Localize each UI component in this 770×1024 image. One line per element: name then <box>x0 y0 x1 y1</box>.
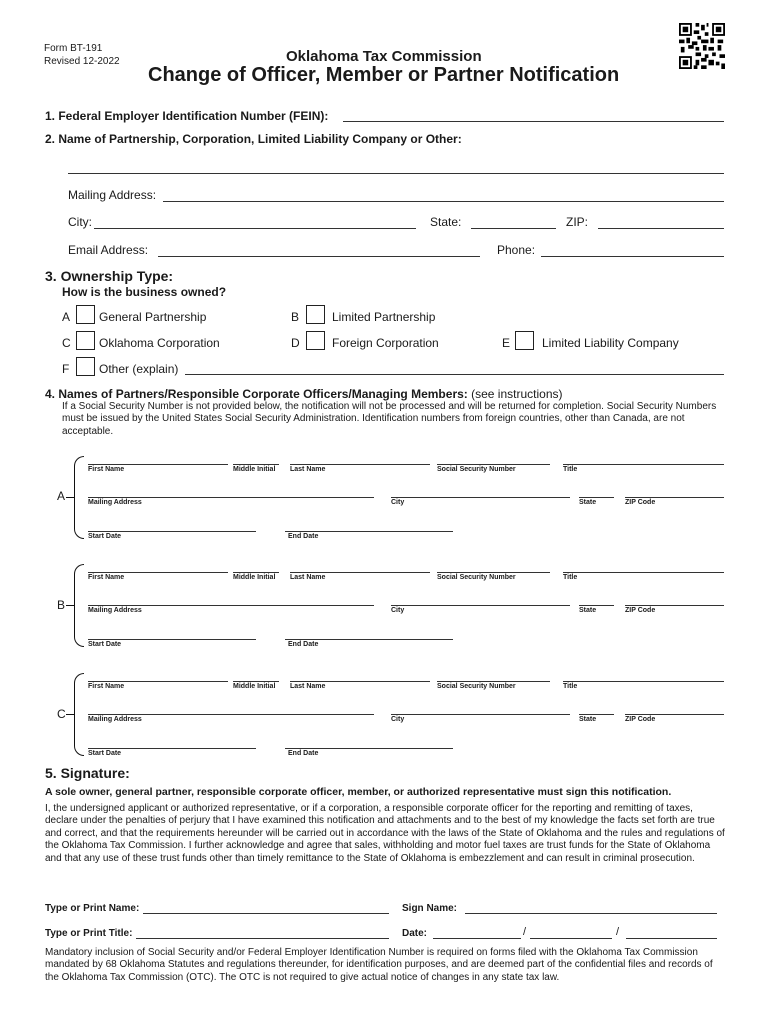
city-label: City: <box>68 215 92 229</box>
block-letter-c: C <box>57 707 66 721</box>
c-city-field[interactable] <box>391 714 570 715</box>
a-ssn-field[interactable] <box>437 464 550 465</box>
b-first-name-caption: First Name <box>88 574 125 581</box>
fein-label: 1. Federal Employer Identification Number (FEIN): <box>45 109 329 123</box>
a-ssn-caption: Social Security Number <box>437 466 516 473</box>
signature-requirement: A sole owner, general partner, responsible corporate officer, member, or authorized representative must sign this notification. <box>45 786 672 798</box>
option-letter-a: A <box>62 310 71 324</box>
phone-label: Phone: <box>497 243 536 257</box>
option-label-foreign-corporation: Foreign Corporation <box>332 336 439 350</box>
partners-title-text: 4. Names of Partners/Responsible Corporate Officers/Managing Members: <box>45 387 468 401</box>
other-explain-field[interactable] <box>185 374 724 375</box>
block-letter-a: A <box>57 489 66 503</box>
c-city-caption: City <box>391 716 405 723</box>
print-title-label: Type or Print Title: <box>45 928 133 939</box>
b-middle-initial-field[interactable] <box>233 572 279 573</box>
qr-code-icon <box>679 23 725 69</box>
option-letter-b: B <box>291 310 300 324</box>
a-city-field[interactable] <box>391 497 570 498</box>
brace-a-nub <box>66 497 75 498</box>
b-zip-caption: ZIP Code <box>625 607 656 614</box>
c-title-field[interactable] <box>563 681 724 682</box>
ownership-type-title: 3. Ownership Type: <box>45 268 174 284</box>
c-zip-caption: ZIP Code <box>625 716 656 723</box>
state-label: State: <box>430 215 462 229</box>
b-end-date-caption: End Date <box>288 641 319 648</box>
c-end-date-caption: End Date <box>288 750 319 757</box>
c-middle-initial-field[interactable] <box>233 681 279 682</box>
form-number: Form BT-191 <box>44 43 103 54</box>
partners-title-note: (see instructions) <box>471 387 563 401</box>
city-field[interactable] <box>94 228 416 229</box>
date-separator-1: / <box>523 926 527 938</box>
email-field[interactable] <box>158 256 480 257</box>
brace-c-top <box>74 673 84 715</box>
phone-field[interactable] <box>541 256 724 257</box>
c-ssn-field[interactable] <box>437 681 550 682</box>
email-label: Email Address: <box>68 243 149 257</box>
c-last-name-caption: Last Name <box>290 683 326 690</box>
c-zip-field[interactable] <box>625 714 724 715</box>
a-mailing-caption: Mailing Address <box>88 499 142 506</box>
checkbox-limited-partnership[interactable] <box>306 305 325 324</box>
b-last-name-caption: Last Name <box>290 574 326 581</box>
c-first-name-field[interactable] <box>88 681 228 682</box>
checkbox-other[interactable] <box>76 357 95 376</box>
b-mailing-field[interactable] <box>88 605 374 606</box>
a-state-field[interactable] <box>579 497 614 498</box>
agency-name: Oklahoma Tax Commission <box>286 48 482 65</box>
b-city-caption: City <box>391 607 405 614</box>
a-last-name-field[interactable] <box>290 464 430 465</box>
a-first-name-caption: First Name <box>88 466 125 473</box>
checkbox-limited-liability-company[interactable] <box>515 331 534 350</box>
brace-a-bottom <box>74 497 84 539</box>
b-end-date-field[interactable] <box>285 639 453 640</box>
a-zip-field[interactable] <box>625 497 724 498</box>
page-title: Change of Officer, Member or Partner Notification <box>148 64 620 86</box>
perjury-declaration: I, the undersigned applicant or authorized representative, or if a corporation, a responsible corporate officer for the reporting and remitting of taxes, declare under the penalties of perjury that I have examined this notification and attachments and to the best of my knowledge the facts set forth are true and correct, and that the requirements hereunder will be carried out in accordance with the laws of the State of Oklahoma and the rules and regulations of the Oklahoma Tax Commission. I further acknowledge and agree that sales, withholding and motor fuel taxes are trust funds for the State of Oklahoma and that any use of these trust funds other than timely remittance to the State of Oklahoma is embezzlement and can result in criminal prosecution. <box>45 803 725 864</box>
b-title-caption: Title <box>563 574 578 581</box>
sign-name-label: Sign Name: <box>402 903 458 914</box>
print-title-field[interactable] <box>136 938 389 939</box>
partners-instructions: If a Social Security Number is not provided below, the notification will not be processed and will be returned for completion. Social Security Numbers must be issued by the United States Social Security Administration. Identification numbers from foreign countries, other than Canada, are not acceptable. <box>62 401 717 437</box>
a-end-date-caption: End Date <box>288 533 319 540</box>
option-letter-c: C <box>62 336 71 350</box>
option-letter-d: D <box>291 336 300 350</box>
c-end-date-field[interactable] <box>285 748 453 749</box>
partners-title <box>45 387 563 401</box>
mailing-address-field[interactable] <box>163 201 724 202</box>
c-mailing-caption: Mailing Address <box>88 716 142 723</box>
a-state-caption: State <box>579 499 597 506</box>
b-state-caption: State <box>579 607 597 614</box>
option-label-other: Other (explain) <box>99 362 179 376</box>
b-middle-initial-caption: Middle Initial <box>233 574 276 581</box>
a-start-date-field[interactable] <box>88 531 256 532</box>
brace-b-top <box>74 564 84 606</box>
checkbox-foreign-corporation[interactable] <box>306 331 325 350</box>
c-last-name-field[interactable] <box>290 681 430 682</box>
a-title-caption: Title <box>563 466 578 473</box>
option-label-oklahoma-corporation: Oklahoma Corporation <box>99 336 220 350</box>
block-letter-b: B <box>57 598 66 612</box>
brace-b-bottom <box>74 605 84 647</box>
mandatory-ssn-notice: Mandatory inclusion of Social Security and/or Federal Employer Identification Number is required on forms filed with the Oklahoma Tax Commission mandated by 68 Oklahoma Statutes and regulations thereunder, for identification purposes, and are deemed part of the confidential files and records of the Oklahoma Tax Commission (OTC). The OTC is not required to give actual notice of changes in any state tax law. <box>45 947 713 983</box>
option-letter-f: F <box>62 362 70 376</box>
b-zip-field[interactable] <box>625 605 724 606</box>
a-title-field[interactable] <box>563 464 724 465</box>
zip-field[interactable] <box>598 228 724 229</box>
b-title-field[interactable] <box>563 572 724 573</box>
a-start-date-caption: Start Date <box>88 533 122 540</box>
option-label-general-partnership: General Partnership <box>99 310 207 324</box>
a-zip-caption: ZIP Code <box>625 499 656 506</box>
print-name-field[interactable] <box>143 913 389 914</box>
state-field[interactable] <box>471 228 556 229</box>
brace-a-top <box>74 456 84 498</box>
c-title-caption: Title <box>563 683 578 690</box>
c-state-field[interactable] <box>579 714 614 715</box>
business-name-field[interactable] <box>68 173 724 174</box>
a-middle-initial-field[interactable] <box>233 464 279 465</box>
date-year-field[interactable] <box>626 938 717 939</box>
date-label: Date: <box>402 928 428 939</box>
brace-c-nub <box>66 714 75 715</box>
c-state-caption: State <box>579 716 597 723</box>
a-city-caption: City <box>391 499 405 506</box>
option-letter-e: E <box>502 336 511 350</box>
date-separator-2: / <box>616 926 620 938</box>
option-label-limited-partnership: Limited Partnership <box>332 310 436 324</box>
c-mailing-field[interactable] <box>88 714 374 715</box>
c-first-name-caption: First Name <box>88 683 125 690</box>
a-mailing-field[interactable] <box>88 497 374 498</box>
b-state-field[interactable] <box>579 605 614 606</box>
revised-date: Revised 12-2022 <box>44 56 120 67</box>
b-ssn-caption: Social Security Number <box>437 574 516 581</box>
b-last-name-field[interactable] <box>290 572 430 573</box>
c-middle-initial-caption: Middle Initial <box>233 683 276 690</box>
mailing-address-label: Mailing Address: <box>68 188 157 202</box>
date-month-field[interactable] <box>433 938 521 939</box>
c-start-date-field[interactable] <box>88 748 256 749</box>
business-name-label: 2. Name of Partnership, Corporation, Limited Liability Company or Other: <box>45 132 462 146</box>
b-ssn-field[interactable] <box>437 572 550 573</box>
b-start-date-caption: Start Date <box>88 641 122 648</box>
fein-field[interactable] <box>343 121 724 122</box>
c-start-date-caption: Start Date <box>88 750 122 757</box>
brace-c-bottom <box>74 714 84 756</box>
c-ssn-caption: Social Security Number <box>437 683 516 690</box>
option-label-limited-liability-company: Limited Liability Company <box>542 336 679 350</box>
a-first-name-field[interactable] <box>88 464 228 465</box>
b-mailing-caption: Mailing Address <box>88 607 142 614</box>
date-day-field[interactable] <box>530 938 612 939</box>
sign-name-field[interactable] <box>465 913 717 914</box>
b-city-field[interactable] <box>391 605 570 606</box>
ownership-question: How is the business owned? <box>62 285 227 299</box>
b-first-name-field[interactable] <box>88 572 228 573</box>
b-start-date-field[interactable] <box>88 639 256 640</box>
a-end-date-field[interactable] <box>285 531 453 532</box>
print-name-label: Type or Print Name: <box>45 903 140 914</box>
checkbox-oklahoma-corporation[interactable] <box>76 331 95 350</box>
a-middle-initial-caption: Middle Initial <box>233 466 276 473</box>
a-last-name-caption: Last Name <box>290 466 326 473</box>
signature-title: 5. Signature: <box>45 765 130 781</box>
brace-b-nub <box>66 605 75 606</box>
checkbox-general-partnership[interactable] <box>76 305 95 324</box>
zip-label: ZIP: <box>566 215 589 229</box>
